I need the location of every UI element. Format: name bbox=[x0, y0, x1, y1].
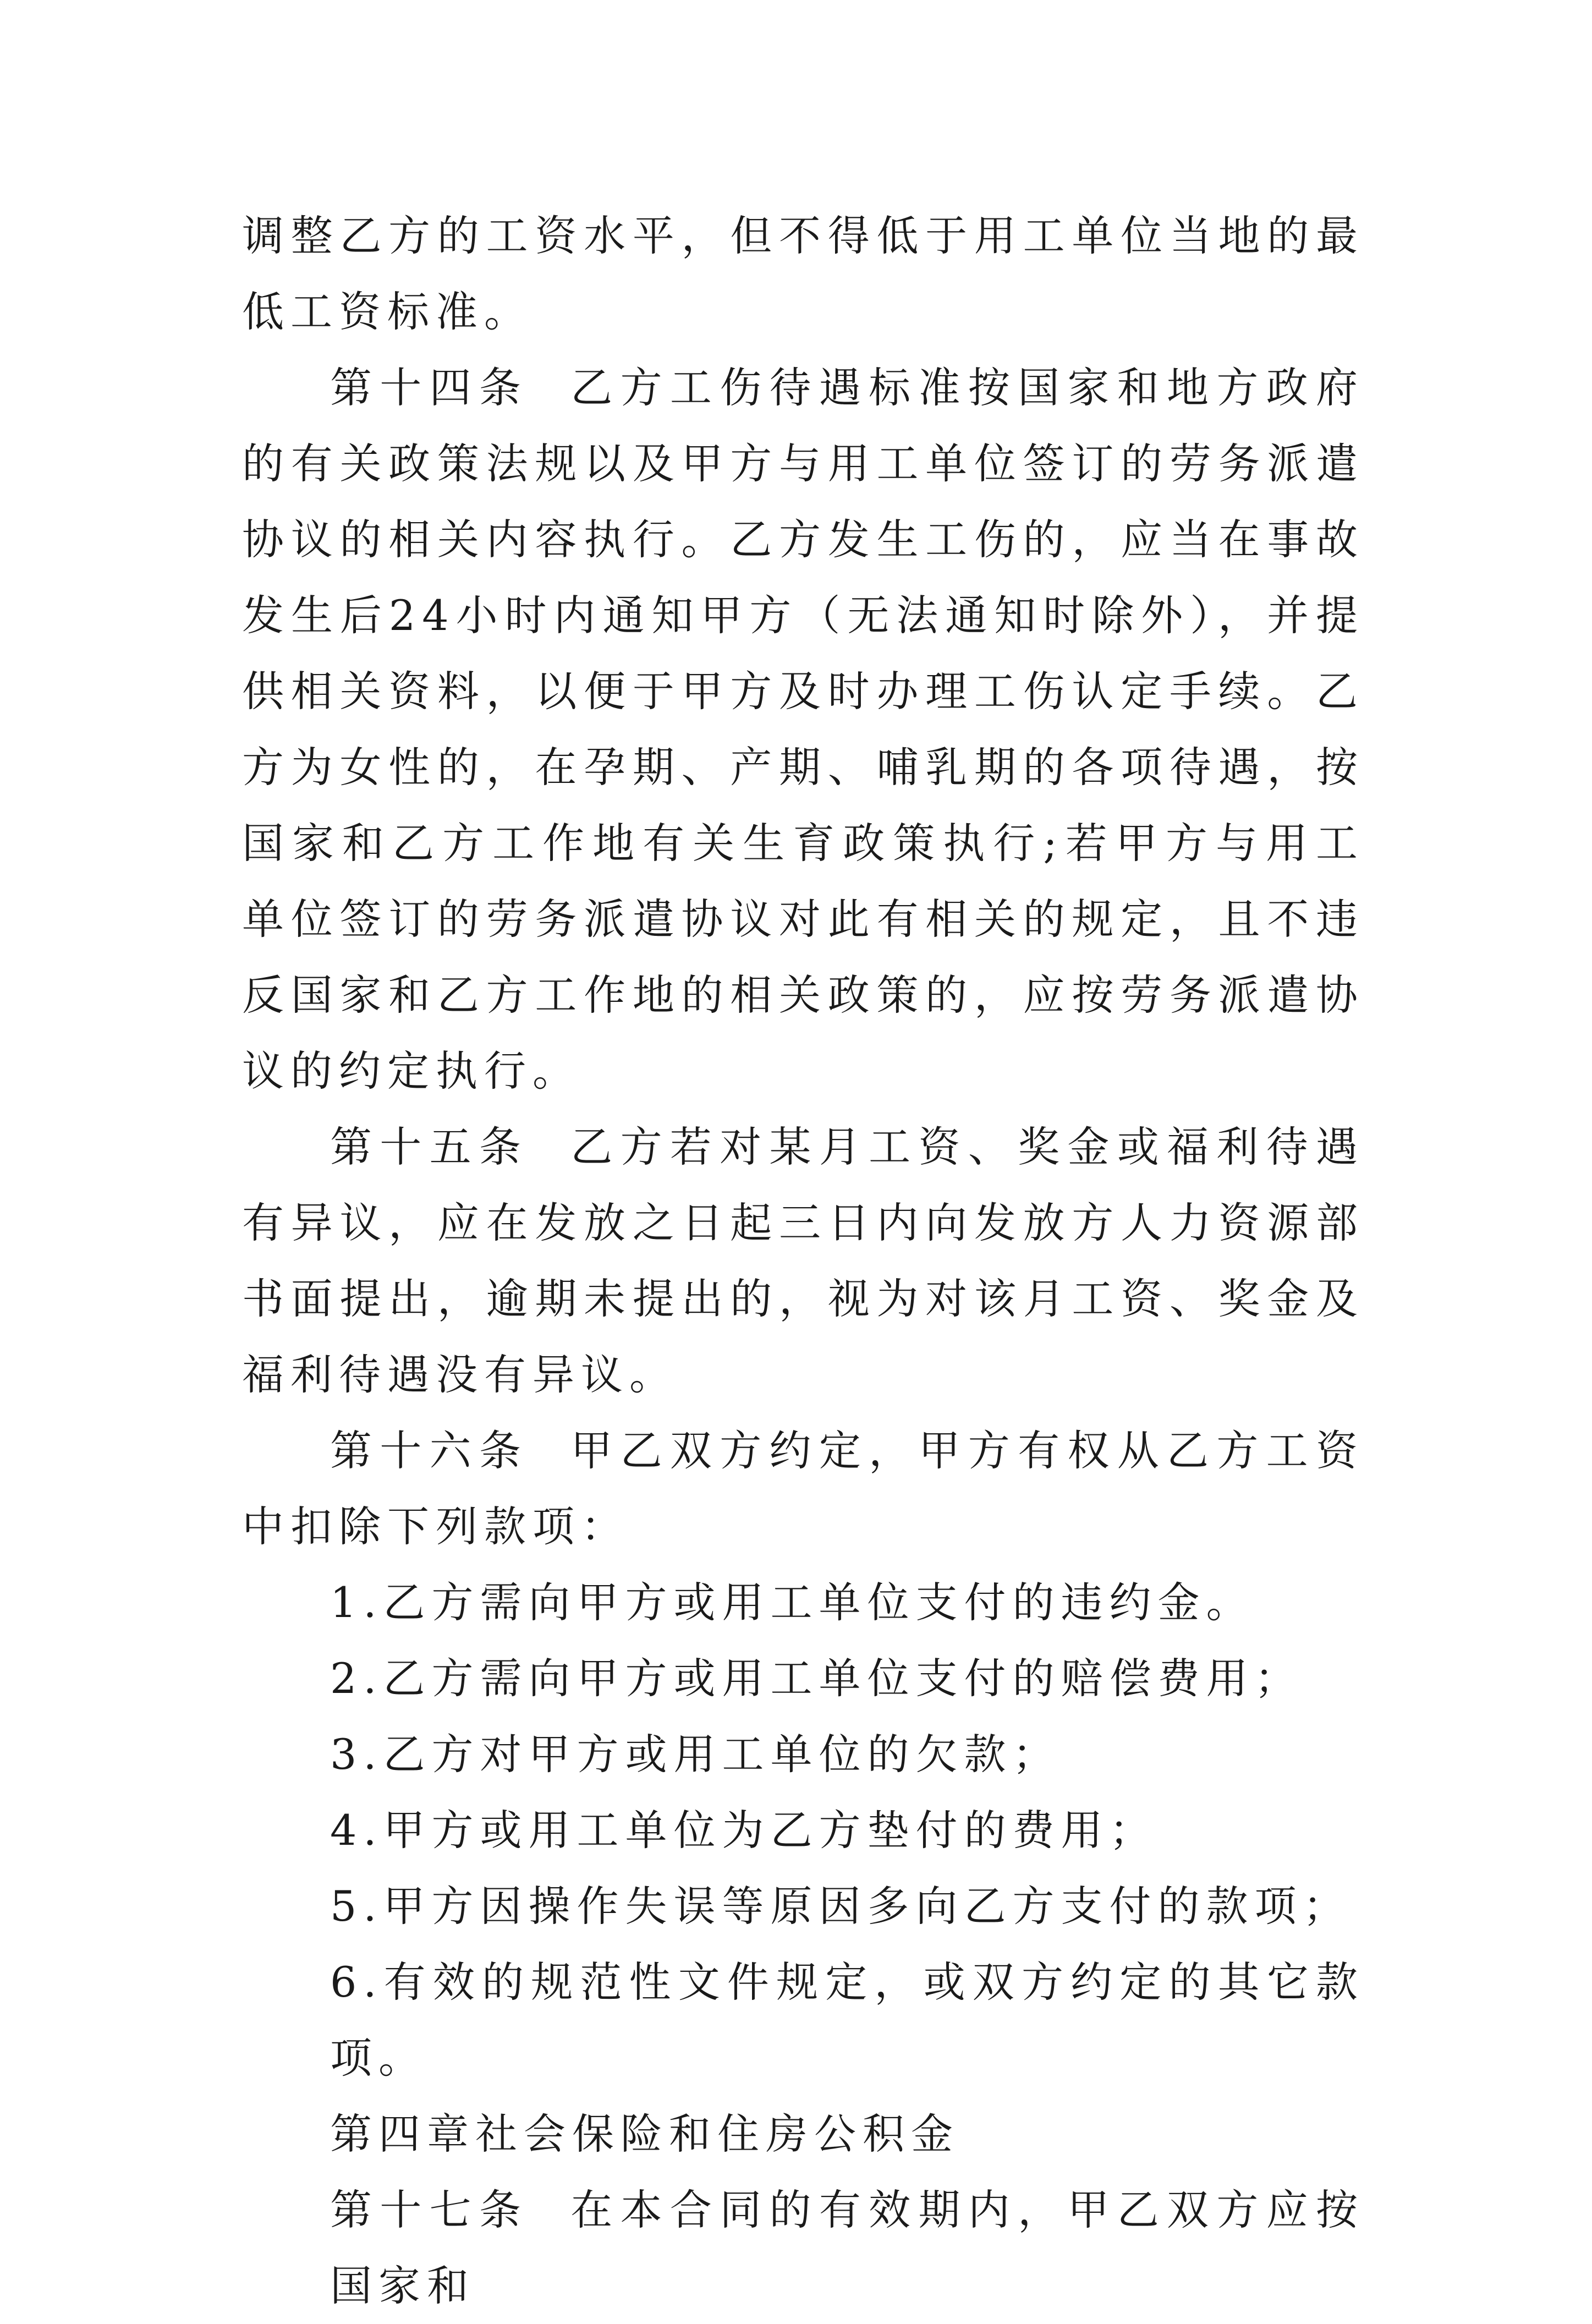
article-17-text: 在本合同的有效期内，甲乙双方应按国家和 bbox=[330, 2185, 1365, 2310]
article-14 bbox=[242, 350, 1364, 1109]
deduction-item-2: 2.乙方需向甲方或用工单位支付的赔偿费用； bbox=[330, 1654, 1303, 1703]
article-14-text: 乙方工伤待遇标准按国家和地方政府的有关政策法规以及甲方与用工单位签订的劳务派遣协议的相关内容执行。乙方发生工伤的，应当在事故发生后24小时内通知甲方（无法通知时除外），并提供相关资料，以便于甲方及时办理工伤认定手续。乙方为女性的，在孕期、产期、哺乳期的各项待遇，按国家和乙方工作地有关生育政策执行;若甲方与用工单位签订的劳务派遣协议对此有相关的规定，且不违反国家和乙方工作地的相关政策的，应按劳务派遣协议的约定执行。 bbox=[242, 363, 1365, 1095]
article-16 bbox=[242, 1413, 1364, 1565]
deduction-item-6: 6.有效的规范性文件规定，或双方约定的其它款项。 bbox=[330, 1958, 1364, 2082]
article-15 bbox=[242, 1109, 1364, 1413]
article-16-text: 甲乙双方约定，甲方有权从乙方工资中扣除下列款项： bbox=[242, 1426, 1365, 1551]
article-17 bbox=[242, 2172, 1364, 2324]
deduction-item-5: 5.甲方因操作失误等原因多向乙方支付的款项； bbox=[330, 1882, 1352, 1931]
article-14-label: 第十四条 bbox=[330, 363, 529, 412]
chapter-heading: 第四章社会保险和住房公积金 bbox=[330, 2109, 959, 2158]
deduction-item-1: 1.乙方需向甲方或用工单位支付的违约金。 bbox=[330, 1578, 1255, 1627]
deduction-item-3: 3.乙方对甲方或用工单位的欠款； bbox=[330, 1730, 1061, 1779]
article-17-label: 第十七条 bbox=[330, 2185, 529, 2234]
deduction-item-4: 4.甲方或用工单位为乙方垫付的费用； bbox=[330, 1806, 1158, 1855]
document-body bbox=[242, 198, 1364, 2324]
article-16-label: 第十六条 bbox=[330, 1426, 529, 1475]
paragraph-wage-adjustment: 调整乙方的工资水平，但不得低于用工单位当地的最低工资标准。 bbox=[242, 211, 1364, 336]
article-15-text: 乙方若对某月工资、奖金或福利待遇有异议，应在发放之日起三日内向发放方人力资源部书面提出，逾期未提出的，视为对该月工资、奖金及福利待遇没有异议。 bbox=[242, 1122, 1365, 1399]
article-15-label: 第十五条 bbox=[330, 1122, 529, 1171]
